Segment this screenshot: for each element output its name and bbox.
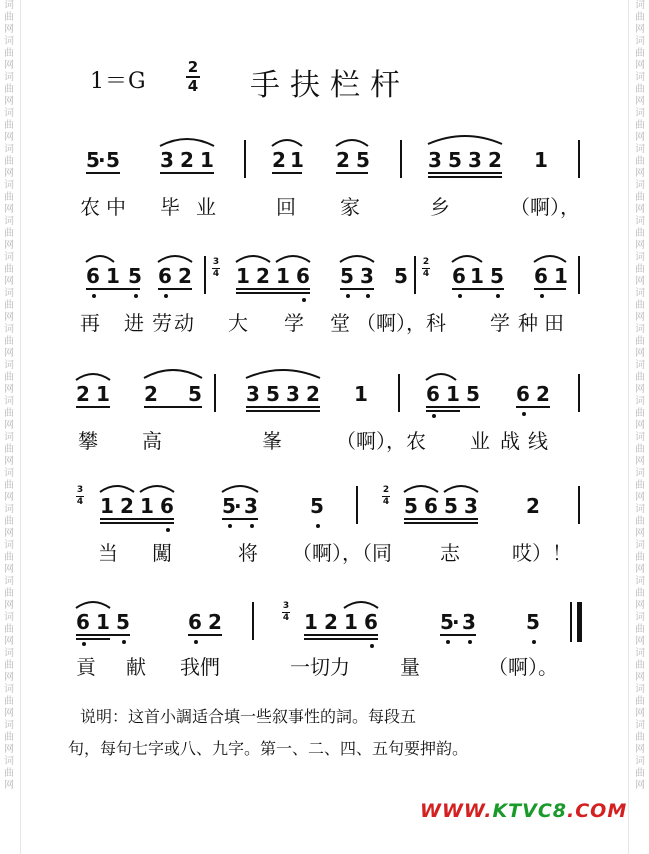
note: 5 bbox=[526, 610, 540, 634]
note: 2 bbox=[144, 382, 158, 406]
note: 3 bbox=[464, 494, 478, 518]
slur bbox=[344, 602, 378, 608]
note: 6 bbox=[516, 382, 530, 406]
note: 3 bbox=[428, 148, 442, 172]
slur bbox=[272, 140, 302, 146]
note: 1 bbox=[304, 610, 318, 634]
lyric: 劳 bbox=[152, 311, 172, 335]
note: 1 bbox=[96, 382, 110, 406]
lyric: 哎）！ bbox=[512, 541, 572, 565]
lyric: 高 bbox=[142, 429, 162, 453]
lyric: 学 bbox=[284, 311, 304, 335]
lyric: （啊），（同 bbox=[292, 541, 392, 565]
watermark-left: 词曲网词曲网词曲网词曲网词曲网词曲网词曲网词曲网词曲网词曲网词曲网词曲网词曲网词曲网词曲网词曲网词曲网词曲网词曲网词曲网词曲网词曲网 bbox=[4, 0, 14, 791]
time-numerator: 3 bbox=[76, 485, 84, 495]
time-numerator: 2 bbox=[382, 485, 390, 495]
note: 2 bbox=[336, 148, 350, 172]
lyric: 献 bbox=[126, 655, 146, 679]
note: 5 bbox=[356, 148, 370, 172]
slur bbox=[428, 136, 502, 144]
key-signature: 1＝G bbox=[90, 69, 147, 94]
lyric: 战 bbox=[500, 429, 520, 453]
note: 5 bbox=[448, 148, 462, 172]
lyric: 志 bbox=[440, 541, 460, 565]
lyric: 攀 bbox=[78, 429, 98, 453]
note: 6 bbox=[188, 610, 202, 634]
lyric: 农 bbox=[80, 195, 100, 219]
note: 5 bbox=[444, 494, 458, 518]
note: 3 bbox=[360, 264, 374, 288]
note: 5 bbox=[266, 382, 280, 406]
note: 5 bbox=[188, 382, 202, 406]
note: 1 bbox=[96, 610, 110, 634]
lyric: 大 bbox=[228, 311, 248, 335]
note: 1 bbox=[276, 264, 290, 288]
lyric: 量 bbox=[400, 655, 420, 679]
note: 2 bbox=[180, 148, 194, 172]
note: 3 bbox=[246, 382, 260, 406]
lyric: 业 bbox=[196, 195, 216, 219]
time-numerator: 2 bbox=[187, 58, 199, 76]
note: 2 bbox=[120, 494, 134, 518]
note: 6 bbox=[426, 382, 440, 406]
slur bbox=[144, 370, 202, 378]
time-denominator: 4 bbox=[187, 77, 199, 95]
slur bbox=[336, 140, 368, 146]
lyric: 业 bbox=[470, 429, 490, 453]
note: 1 bbox=[344, 610, 358, 634]
note: 3 bbox=[244, 494, 258, 518]
note: 1 bbox=[200, 148, 214, 172]
song-title: 手扶栏杆 bbox=[250, 68, 410, 103]
slur bbox=[276, 256, 310, 262]
slur bbox=[76, 602, 110, 608]
slur bbox=[236, 256, 270, 262]
note: 5 bbox=[490, 264, 504, 288]
note: 6 bbox=[534, 264, 548, 288]
watermark-right: 词曲网词曲网词曲网词曲网词曲网词曲网词曲网词曲网词曲网词曲网词曲网词曲网词曲网词曲网词曲网词曲网词曲网词曲网词曲网词曲网词曲网词曲网 bbox=[635, 0, 645, 791]
lyric: （啊），科 bbox=[356, 311, 446, 335]
note: 1 bbox=[470, 264, 484, 288]
time-numerator: 3 bbox=[282, 601, 290, 611]
note: 2 bbox=[488, 148, 502, 172]
slur bbox=[140, 486, 174, 492]
site-part-1: WWW. bbox=[420, 800, 493, 822]
slur bbox=[444, 486, 478, 492]
lyric: 回 bbox=[276, 195, 296, 219]
note: 5 bbox=[222, 494, 236, 518]
note: 1 bbox=[290, 148, 304, 172]
time-denominator: 4 bbox=[282, 613, 290, 623]
note: 1 bbox=[100, 494, 114, 518]
slur bbox=[100, 486, 134, 492]
note-dot: · bbox=[234, 494, 242, 518]
site-part-2: KTVC8 bbox=[492, 800, 568, 822]
note: 1 bbox=[106, 264, 120, 288]
time-denominator: 4 bbox=[212, 269, 220, 279]
note: 5 bbox=[466, 382, 480, 406]
note: 2 bbox=[76, 382, 90, 406]
time-denominator: 4 bbox=[76, 497, 84, 507]
note: 3 bbox=[286, 382, 300, 406]
note: 2 bbox=[526, 494, 540, 518]
lyric: （啊），农 bbox=[336, 429, 426, 453]
note: 3 bbox=[160, 148, 174, 172]
note-dot: · bbox=[98, 148, 106, 172]
note: 2 bbox=[208, 610, 222, 634]
lyric: 毕 bbox=[160, 195, 180, 219]
lyric: （啊）。 bbox=[488, 655, 558, 679]
slur bbox=[426, 374, 456, 380]
note: 2 bbox=[536, 382, 550, 406]
note: 2 bbox=[272, 148, 286, 172]
note: 6 bbox=[158, 264, 172, 288]
note: 5 bbox=[106, 148, 120, 172]
note: 1 bbox=[554, 264, 568, 288]
slur bbox=[222, 486, 258, 492]
note: 1 bbox=[354, 382, 368, 406]
note: 2 bbox=[178, 264, 192, 288]
note: 6 bbox=[86, 264, 100, 288]
slur bbox=[534, 256, 566, 262]
slur bbox=[158, 256, 192, 262]
note: 5 bbox=[404, 494, 418, 518]
slur bbox=[452, 256, 482, 262]
lyric: 貢 bbox=[76, 655, 96, 679]
note: 5 bbox=[394, 264, 408, 288]
lyric: 动 bbox=[174, 311, 194, 335]
note: 1 bbox=[534, 148, 548, 172]
note: 6 bbox=[296, 264, 310, 288]
lyric: （啊）， bbox=[510, 195, 580, 219]
slur bbox=[246, 370, 320, 378]
lyric: 闖 bbox=[152, 541, 172, 565]
slur bbox=[86, 256, 114, 262]
note: 6 bbox=[160, 494, 174, 518]
note: 5 bbox=[440, 610, 454, 634]
note: 5 bbox=[310, 494, 324, 518]
lyric: 线 bbox=[528, 429, 548, 453]
lyric: 种 bbox=[518, 311, 538, 335]
time-denominator: 4 bbox=[422, 269, 430, 279]
note: 5 bbox=[116, 610, 130, 634]
note: 2 bbox=[256, 264, 270, 288]
slur bbox=[340, 256, 374, 262]
lyric: 家 bbox=[340, 195, 360, 219]
note-line-1: 说明：这首小調适合填一些叙事性的詞。每段五 bbox=[80, 707, 417, 726]
note: 6 bbox=[424, 494, 438, 518]
lyric: 进 bbox=[124, 311, 144, 335]
note-line-2: 句，每句七字或八、九字。第一、二、四、五句要押韵。 bbox=[68, 739, 469, 758]
note: 1 bbox=[446, 382, 460, 406]
lyric: 中 bbox=[106, 195, 126, 219]
note: 1 bbox=[236, 264, 250, 288]
lyric: 再 bbox=[80, 311, 100, 335]
time-numerator: 2 bbox=[422, 257, 430, 267]
note: 1 bbox=[140, 494, 154, 518]
lyric: 我們 bbox=[180, 655, 220, 679]
lyric: 一切力 bbox=[290, 655, 350, 679]
slur bbox=[404, 486, 438, 492]
lyric: 乡 bbox=[430, 195, 450, 219]
lyric: 将 bbox=[238, 541, 258, 565]
lyric: 学 bbox=[490, 311, 510, 335]
slur bbox=[160, 139, 214, 146]
note: 5 bbox=[86, 148, 100, 172]
note: 5 bbox=[128, 264, 142, 288]
time-denominator: 4 bbox=[382, 497, 390, 507]
note: 3 bbox=[462, 610, 476, 634]
slur bbox=[76, 374, 110, 380]
note: 6 bbox=[364, 610, 378, 634]
lyric: 当 bbox=[98, 541, 118, 565]
note: 5 bbox=[340, 264, 354, 288]
note: 3 bbox=[468, 148, 482, 172]
note: 6 bbox=[452, 264, 466, 288]
note: 6 bbox=[76, 610, 90, 634]
note: 2 bbox=[324, 610, 338, 634]
lyric: 田 bbox=[544, 311, 564, 335]
lyric: 峯 bbox=[262, 429, 282, 453]
site-watermark bbox=[420, 800, 627, 822]
note: 2 bbox=[306, 382, 320, 406]
lyric: 堂 bbox=[330, 311, 350, 335]
note-dot: · bbox=[452, 610, 460, 634]
site-part-3: .COM bbox=[567, 800, 628, 822]
time-numerator: 3 bbox=[212, 257, 220, 267]
